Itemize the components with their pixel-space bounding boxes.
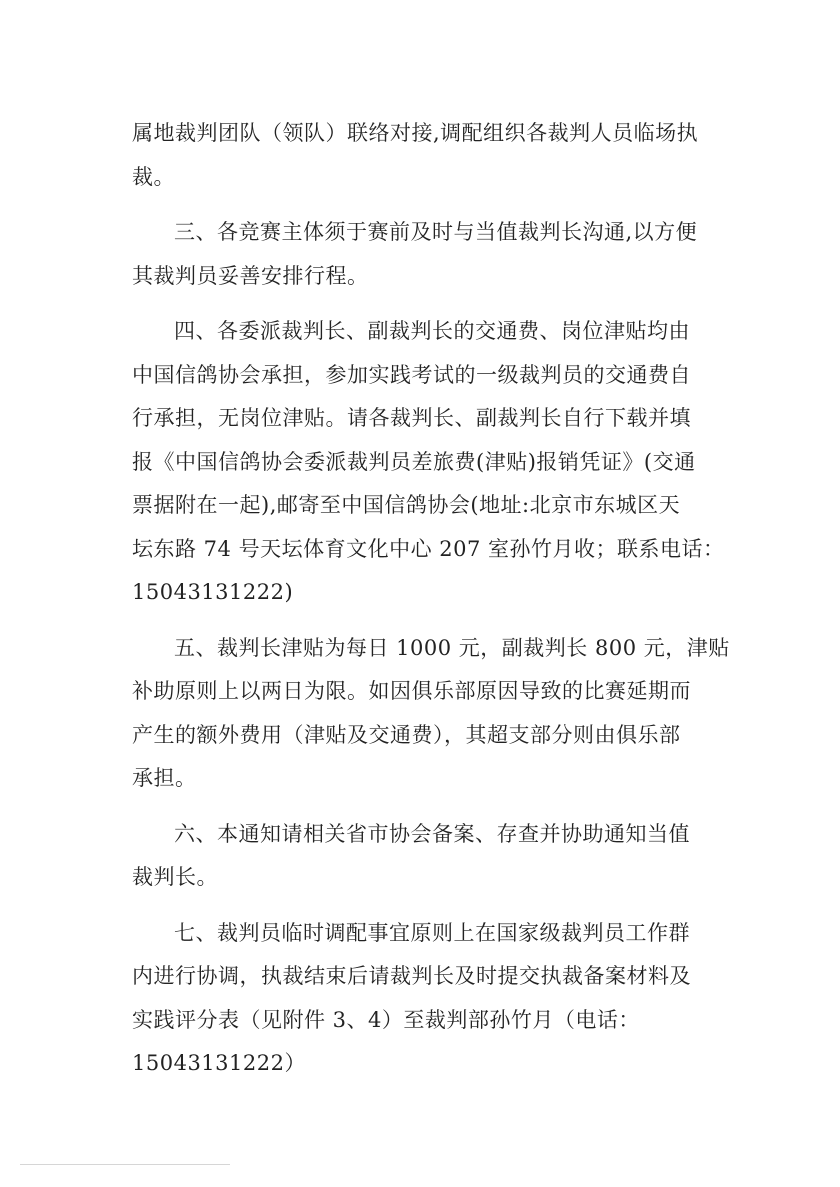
paragraph-item-5 bbox=[132, 627, 730, 801]
text-line: 实践评分表（见附件 3、4）至裁判部孙竹月（电话： bbox=[132, 1007, 640, 1032]
text-line: 补助原则上以两日为限。如因俱乐部原因导致的比赛延期而 bbox=[132, 679, 691, 703]
text-line: 内进行协调，执裁结束后请裁判长及时提交执裁备案材料及 bbox=[132, 964, 691, 988]
text-line: 承担。 bbox=[132, 766, 197, 790]
paragraph-item-3 bbox=[132, 211, 708, 298]
text-line: 15043131222） bbox=[132, 1051, 306, 1075]
document-body bbox=[132, 112, 730, 1098]
text-line: 四、各委派裁判长、副裁判长的交通费、岗位津贴均由 bbox=[174, 319, 690, 343]
scan-edge-mark bbox=[20, 1164, 230, 1165]
text-line: 中国信鸽协会承担，参加实践考试的一级裁判员的交通费自 bbox=[132, 362, 691, 387]
paragraph-continuation bbox=[132, 112, 708, 199]
text-line: 票据附在一起),邮寄至中国信鸽协会(地址:北京市东城区天 bbox=[132, 493, 681, 517]
paragraph-item-7 bbox=[132, 912, 708, 1086]
paragraph-item-4 bbox=[132, 310, 725, 615]
text-line: 三、各竞赛主体须于赛前及时与当值裁判长沟通,以方便 bbox=[174, 220, 698, 244]
text-line: 五、裁判长津贴为每日 1000 元，副裁判长 800 元，津贴 bbox=[174, 635, 730, 660]
text-line: 其裁判员妥善安排行程。 bbox=[132, 263, 369, 288]
text-line: 六、本通知请相关省市协会备案、存查并协助通知当值 bbox=[174, 821, 690, 846]
text-line: 15043131222) bbox=[132, 580, 294, 604]
paragraph-item-6 bbox=[132, 813, 708, 900]
text-line: 行承担，无岗位津贴。请各裁判长、副裁判长自行下载并填 bbox=[132, 406, 691, 430]
text-line: 裁。 bbox=[132, 164, 175, 189]
text-line: 报《中国信鸽协会委派裁判员差旅费(津贴)报销凭证》(交通 bbox=[132, 449, 696, 474]
text-line: 产生的额外费用（津贴及交通费），其超支部分则由俱乐部 bbox=[132, 722, 681, 747]
text-line: 坛东路 74 号天坛体育文化中心 207 室孙竹月收；联系电话： bbox=[132, 536, 725, 561]
text-line: 属地裁判团队（领队）联络对接,调配组织各裁判人员临场执 bbox=[132, 121, 699, 145]
text-line: 七、裁判员临时调配事宜原则上在国家级裁判员工作群 bbox=[174, 920, 690, 945]
text-line: 裁判长。 bbox=[132, 865, 218, 889]
